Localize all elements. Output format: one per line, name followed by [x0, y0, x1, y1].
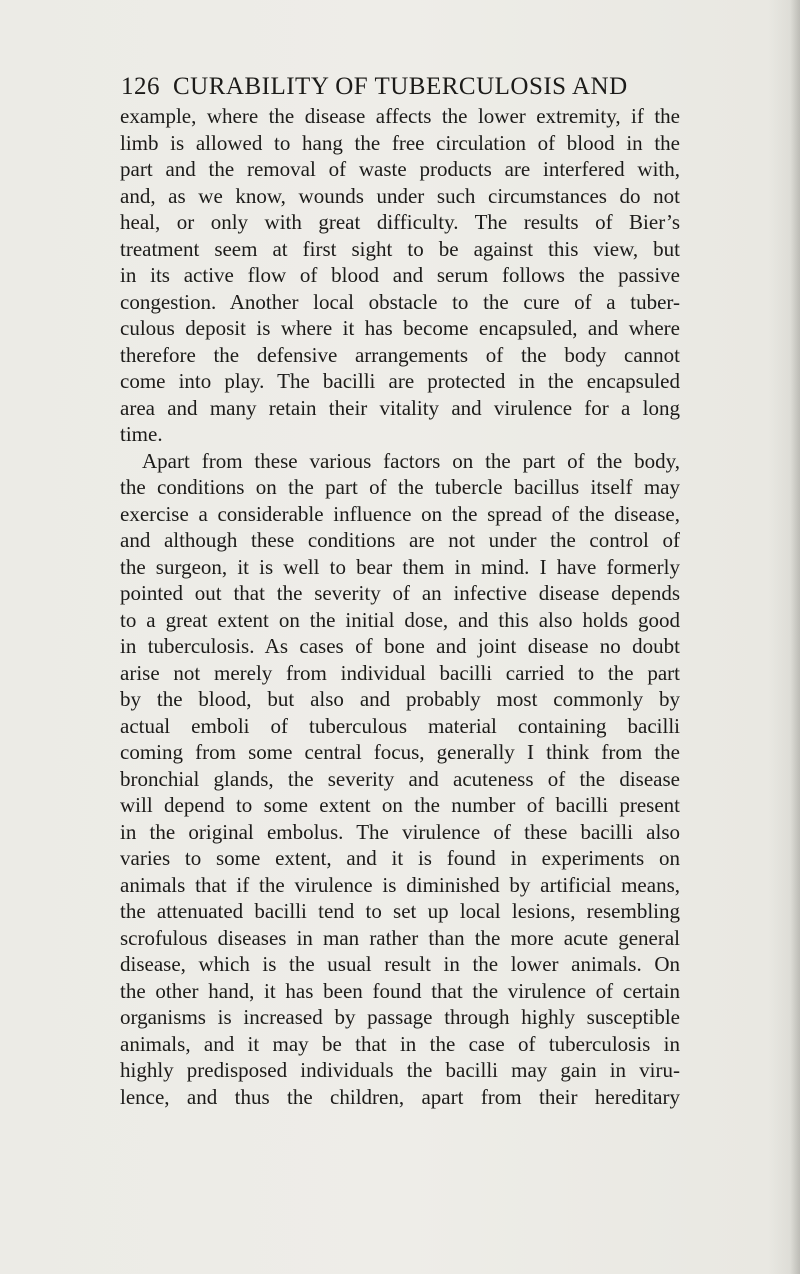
text-line: in tuberculosis. As cases of bone and joint disease no doubt: [120, 634, 680, 658]
text-line: the other hand, it has been found that the virulence of certain: [120, 978, 680, 1003]
text-line: scrofulous diseases in man rather than the more acute general: [120, 925, 680, 950]
text-line: will depend to some extent on the number of bacilli present: [120, 793, 680, 817]
page-number: 126: [121, 73, 160, 100]
text-line: the surgeon, it is well to bear them in mind. I have formerly: [120, 554, 680, 579]
text-line: pointed out that the severity of an infective disease depends: [120, 581, 680, 605]
text-line: actual emboli of tuberculous material containing bacilli: [120, 713, 680, 738]
running-title: CURABILITY OF TUBERCULOSIS AND: [173, 73, 628, 100]
text-line: limb is allowed to hang the free circulation of blood in the: [120, 130, 680, 155]
text-line: organisms is increased by passage through highly susceptible: [120, 1005, 680, 1029]
text-line: the conditions on the part of the tubercle bacillus itself may: [120, 475, 680, 499]
paragraph: [120, 448, 680, 1111]
text-line: lence, and thus the children, apart from their hereditary: [120, 1084, 680, 1109]
text-line: congestion. Another local obstacle to the cure of a tuber-: [120, 289, 680, 314]
text-line: in its active flow of blood and serum follows the passive: [120, 263, 680, 287]
text-line: arise not merely from individual bacilli carried to the part: [120, 660, 680, 685]
text-line: and, as we know, wounds under such circumstances do not: [120, 183, 680, 208]
text-line: by the blood, but also and probably most commonly by: [120, 687, 680, 711]
text-line: highly predisposed individuals the bacilli may gain in viru-: [120, 1058, 680, 1082]
text-line: exercise a considerable influence on the spread of the disease,: [120, 501, 680, 526]
text-line: treatment seem at first sight to be against this view, but: [120, 236, 680, 261]
text-line: heal, or only with great difficulty. The results of Bier’s: [120, 210, 680, 234]
text-line: time.: [120, 422, 163, 446]
text-line: part and the removal of waste products are interfered with,: [120, 157, 680, 181]
text-line: in the original embolus. The virulence of these bacilli also: [120, 819, 680, 844]
text-line: animals, and it may be that in the case of tuberculosis in: [120, 1031, 680, 1056]
text-line: and although these conditions are not under the control of: [120, 528, 680, 552]
text-line: disease, which is the usual result in the lower animals. On: [120, 952, 680, 976]
paragraph: [120, 103, 680, 448]
body-text: [120, 103, 680, 1110]
text-line: culous deposit is where it has become encapsuled, and where: [120, 316, 680, 340]
text-line: bronchial glands, the severity and acuteness of the disease: [120, 766, 680, 791]
text-line: example, where the disease affects the lower extremity, if the: [120, 104, 680, 128]
text-line: the attenuated bacilli tend to set up local lesions, resembling: [120, 899, 680, 923]
text-line: come into play. The bacilli are protected in the encapsuled: [120, 369, 680, 393]
text-line: Apart from these various factors on the part of the body,: [142, 448, 680, 473]
text-line: to a great extent on the initial dose, and this also holds good: [120, 607, 680, 632]
text-line: coming from some central focus, generally I think from the: [120, 740, 680, 764]
text-line: varies to some extent, and it is found in experiments on: [120, 846, 680, 870]
text-line: therefore the defensive arrangements of the body cannot: [120, 342, 680, 367]
text-line: area and many retain their vitality and virulence for a long: [120, 395, 680, 420]
page-edge-shadow: [790, 0, 800, 1274]
text-line: animals that if the virulence is diminished by artificial means,: [120, 872, 680, 897]
running-head: [121, 69, 681, 105]
